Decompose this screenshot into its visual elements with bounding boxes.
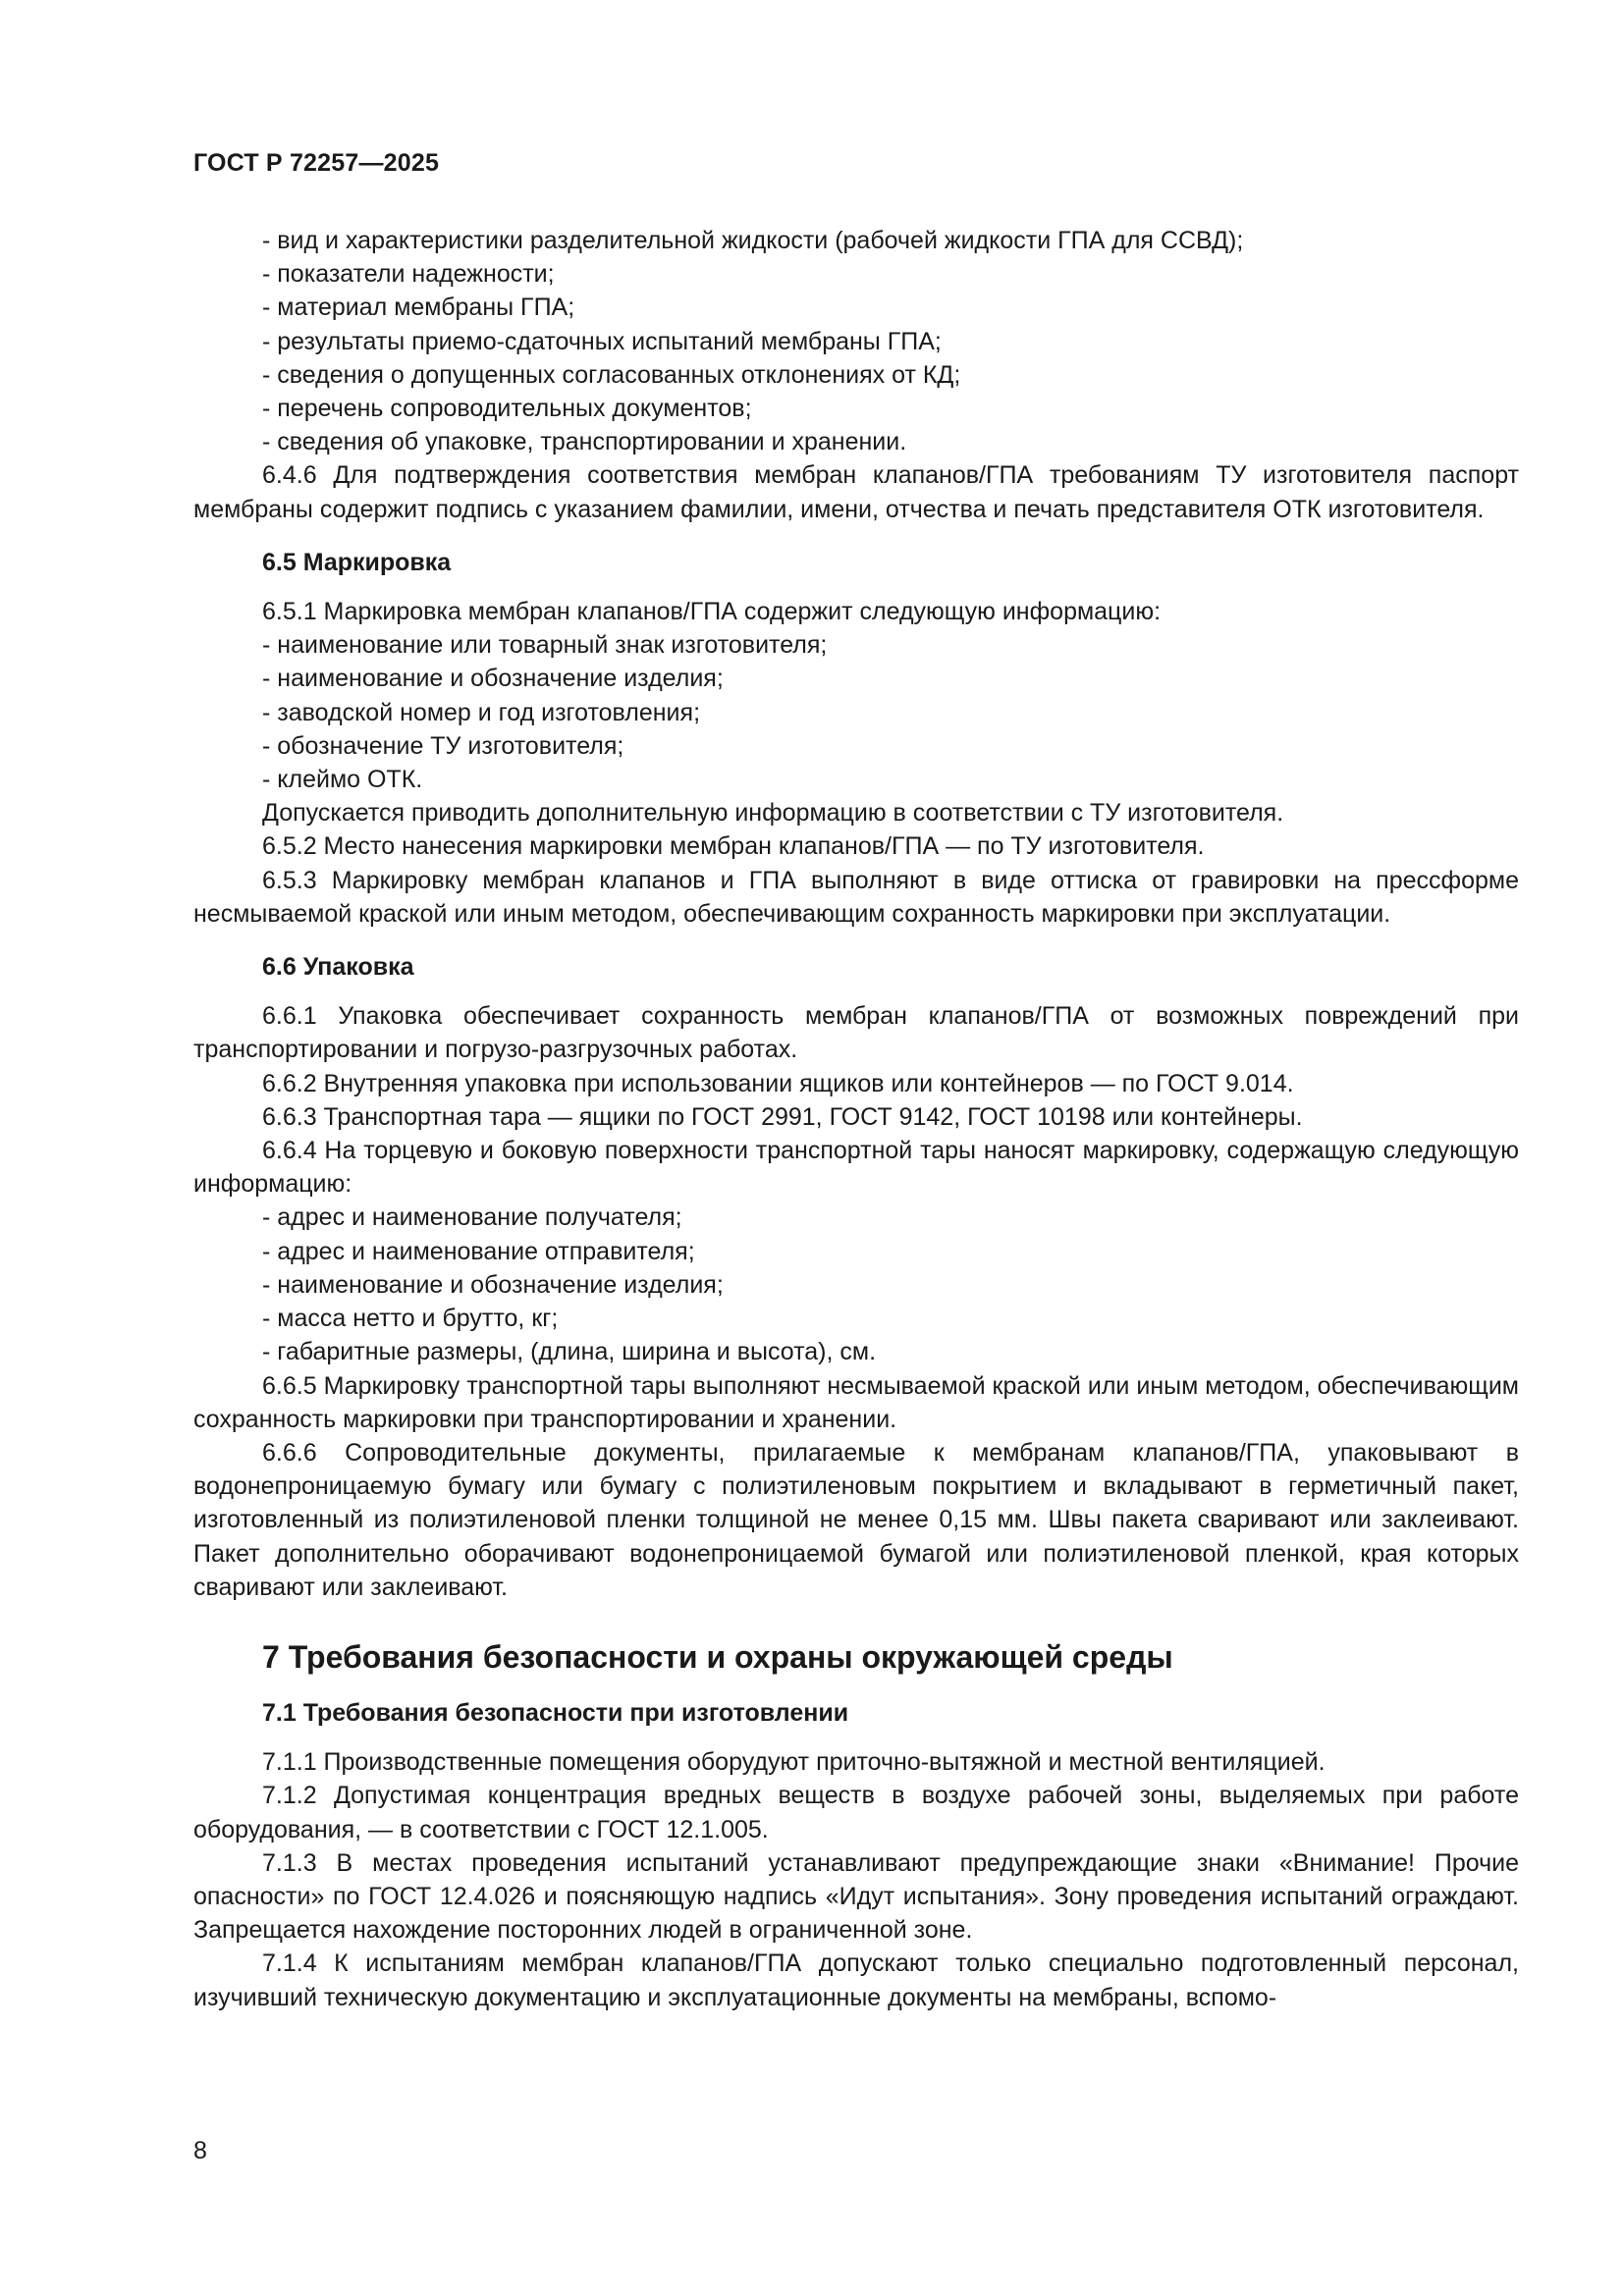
section-heading-6-5: 6.5 Маркировка <box>262 548 452 576</box>
paragraph-6-6-4: 6.6.4 На торцевую и боковую поверхности транспортной тары наносят маркировку, содержащую следующую информацию: <box>193 1137 1519 1199</box>
paragraph-6-5-2: 6.5.2 Место нанесения маркировки мембран клапанов/ГПА — по ТУ изготовителя. <box>262 832 1205 861</box>
paragraph-7-1-2: 7.1.2 Допустимая концентрация вредных веществ в воздухе рабочей зоны, выделяемых при работе оборудования, — в соответствии с ГОСТ 12.1.005. <box>193 1782 1519 1843</box>
paragraph-note: Допускается приводить дополнительную информацию в соответствии с ТУ изготовителя. <box>262 799 1284 828</box>
paragraph-7-1-4: 7.1.4 К испытаниям мембран клапанов/ГПА допускают только специально подготовленный персонал, изучивший техническую документацию и эксплуатационные документы на мембраны, вспомо- <box>193 1949 1519 2011</box>
document-body <box>193 224 1519 2014</box>
page-number: 8 <box>193 2137 207 2164</box>
paragraph-6-6-1: 6.6.1 Упаковка обеспечивает сохранность мембран клапанов/ГПА от возможных повреждений при транспортировании и погрузо-разгрузочных работах. <box>193 1002 1519 1064</box>
list-item: - габаритные размеры, (длина, ширина и высота), см. <box>262 1338 877 1366</box>
paragraph-6-4-6: 6.4.6 Для подтверждения соответствия мембран клапанов/ГПА требованиям ТУ изготовителя паспорт мембраны содержит подпись с указанием фамилии, имени, отчества и печать представителя ОТК изготовителя. <box>193 461 1519 523</box>
paragraph-6-5-1: 6.5.1 Маркировка мембран клапанов/ГПА содержит следующую информацию: <box>262 598 1162 626</box>
paragraph-6-6-5: 6.6.5 Маркировку транспортной тары выполняют несмываемой краской или иным методом, обеспечивающим сохранность маркировки при транспортировании и хранении. <box>193 1371 1519 1433</box>
list-item: - перечень сопроводительных документов; <box>262 395 752 423</box>
paragraph-7-1-3: 7.1.3 В местах проведения испытаний устанавливают предупреждающие знаки «Внимание! Прочие опасности» по ГОСТ 12.4.026 и поясняющую надпись «Идут испытания». Зону проведения испытаний ограждают. Запрещается нахождение посторонних людей в ограниченной зоне. <box>193 1848 1519 1945</box>
list-item: - наименование и обозначение изделия; <box>262 665 724 693</box>
list-item: - масса нетто и брутто, кг; <box>262 1305 559 1333</box>
paragraph-6-6-2: 6.6.2 Внутренняя упаковка при использовании ящиков или контейнеров — по ГОСТ 9.014. <box>262 1069 1294 1097</box>
list-item: - клеймо ОТК. <box>262 766 423 794</box>
paragraph-6-6-3: 6.6.3 Транспортная тара — ящики по ГОСТ 2991, ГОСТ 9142, ГОСТ 10198 или контейнеры. <box>262 1102 1303 1131</box>
paragraph-7-1-1: 7.1.1 Производственные помещения оборудуют приточно-вытяжной и местной вентиляцией. <box>262 1748 1326 1777</box>
chapter-heading-7: 7 Требования безопасности и охраны окружающей среды <box>262 1638 1173 1675</box>
paragraph-6-5-3: 6.5.3 Маркировку мембран клапанов и ГПА выполняют в виде оттиска от гравировки на прессформе несмываемой краской или иным методом, обеспечивающим сохранность маркировки при эксплуатации. <box>193 866 1519 928</box>
list-item: - сведения о допущенных согласованных отклонениях от КД; <box>262 360 961 389</box>
list-item: - материал мембраны ГПА; <box>262 294 575 322</box>
list-item: - адрес и наименование получателя; <box>262 1203 682 1232</box>
list-item: - наименование и обозначение изделия; <box>262 1270 724 1299</box>
list-item: - заводской номер и год изготовления; <box>262 698 701 726</box>
list-item: - показатели надежности; <box>262 260 555 289</box>
paragraph-6-6-6: 6.6.6 Сопроводительные документы, прилагаемые к мембранам клапанов/ГПА, упаковывают в водонепроницаемую бумагу или бумагу с полиэтиленовым покрытием и вкладывают в герметичный пакет, изготовленный из полиэтиленовой пленки толщиной не менее 0,15 мм. Швы пакета сваривают или заклеивают. Пакет дополнительно оборачивают водонепроницаемой бумагой или полиэтиленовой пленкой, края которых сваривают или заклеивают. <box>193 1438 1519 1601</box>
list-item: - сведения об упаковке, транспортировании и хранении. <box>262 428 907 456</box>
list-item: - адрес и наименование отправителя; <box>262 1237 695 1265</box>
list-item: - наименование или товарный знак изготовителя; <box>262 631 828 660</box>
section-heading-6-6: 6.6 Упаковка <box>262 953 414 982</box>
document-standard-header: ГОСТ Р 72257—2025 <box>193 149 440 177</box>
list-item: - результаты приемо-сдаточных испытаний мембраны ГПА; <box>262 327 942 355</box>
list-item: - обозначение ТУ изготовителя; <box>262 731 624 760</box>
section-heading-7-1: 7.1 Требования безопасности при изготовлении <box>262 1698 849 1727</box>
list-item: - вид и характеристики разделительной жидкости (рабочей жидкости ГПА для ССВД); <box>262 227 1244 254</box>
